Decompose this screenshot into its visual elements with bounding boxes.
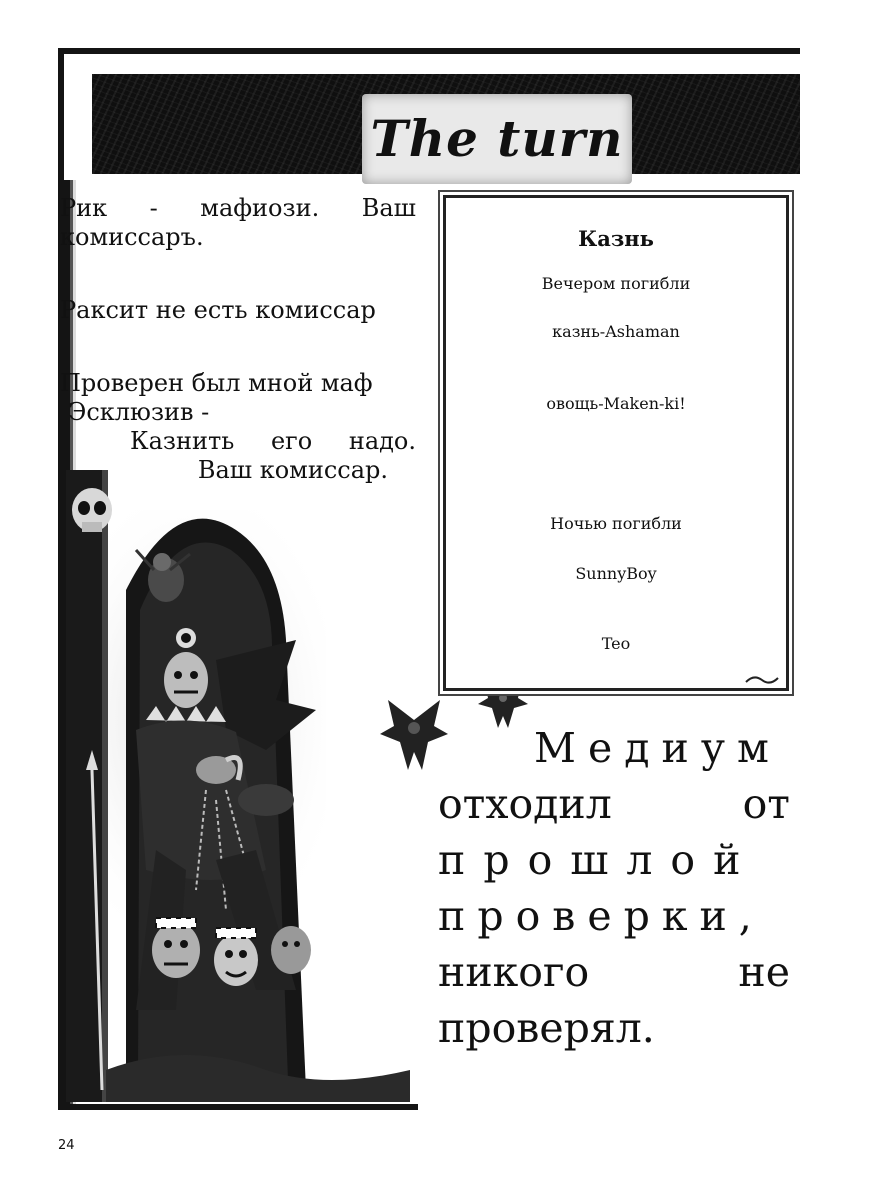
bottom-frame-border: [58, 1104, 418, 1110]
big-line-4: проверки,: [438, 892, 764, 940]
night-death-2: Teo: [601, 634, 631, 653]
info-box-title: Казнь: [578, 226, 654, 251]
big-line-5-word-2: не: [738, 948, 790, 996]
page-number: 24: [58, 1138, 75, 1153]
left-line-4: Проверен был мной маф: [60, 369, 373, 397]
big-line-2-word-2: от: [742, 780, 790, 828]
evening-death-2: овощь-Maken-ki!: [546, 394, 686, 413]
evening-death-1: казнь-Ashaman: [552, 322, 680, 341]
left-column-text: [60, 194, 416, 485]
left-line-6: Казнить его надо.: [130, 427, 416, 455]
left-line-3: Раксит не есть комиссар: [60, 296, 376, 324]
info-box: [443, 195, 789, 691]
big-line-1: Медиум: [534, 724, 781, 772]
big-narrative-text: [438, 720, 790, 1056]
evening-deaths-label: Вечером погибли: [541, 274, 691, 293]
big-line-3: прошлой: [438, 836, 759, 884]
big-line-6: проверял.: [438, 1004, 655, 1052]
left-line-1: Рик - мафиози. Ваш: [60, 194, 416, 222]
night-deaths-label: Ночью погибли: [550, 514, 682, 533]
left-line-2: комиссаръ.: [60, 223, 204, 251]
left-line-7: Ваш комиссар.: [197, 456, 388, 484]
page-title: The turn: [370, 109, 624, 168]
gothic-illustration: [66, 470, 410, 1102]
scroll-ornament-icon: [744, 672, 780, 686]
big-line-2-word-1: отходил: [438, 780, 612, 828]
big-line-5-word-1: никого: [438, 948, 590, 996]
left-line-5: Эсклюзив -: [68, 398, 210, 426]
big-line-2: [438, 776, 790, 832]
night-death-1: SunnyBoy: [575, 564, 657, 583]
big-line-5: [438, 944, 790, 1000]
